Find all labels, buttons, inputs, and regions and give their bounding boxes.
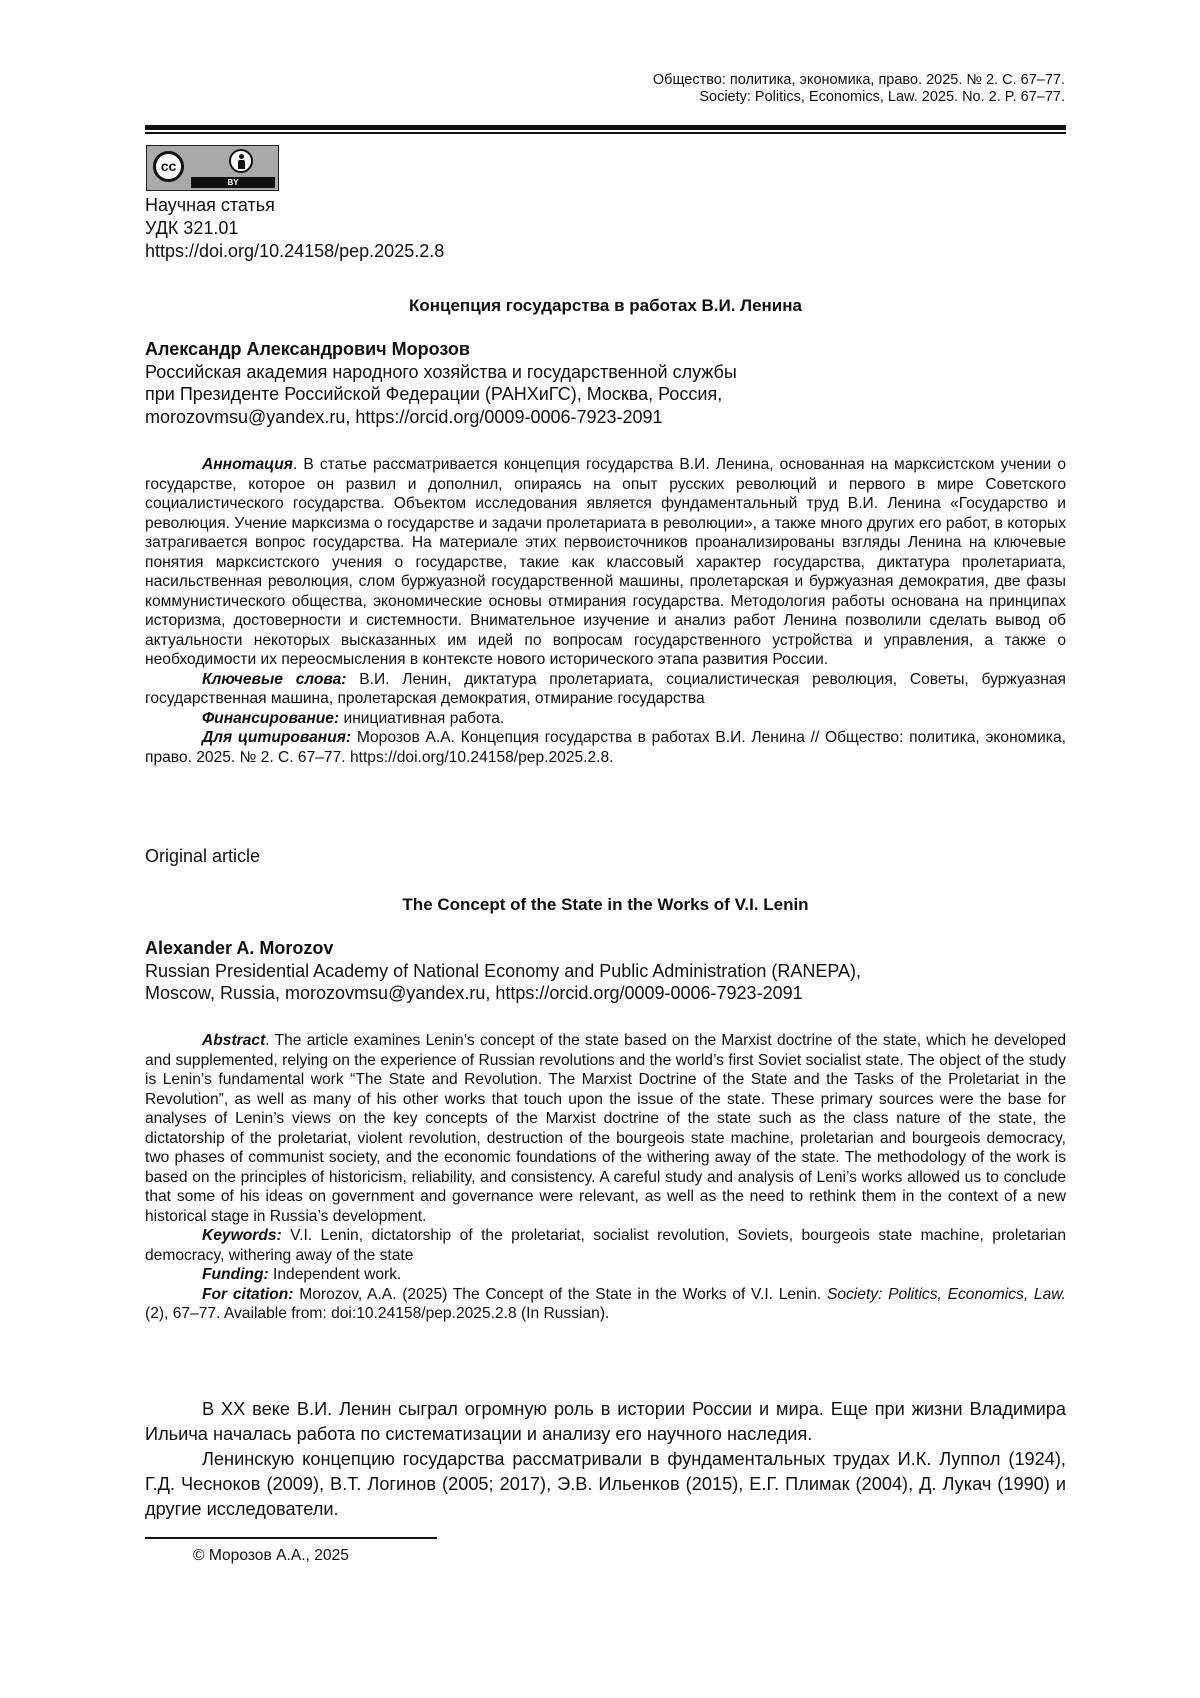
copyright-footnote: © Морозов А.А., 2025 [193,1547,349,1564]
author-name-ru: Александр Александрович Морозов [145,339,470,359]
abstract-paragraph-en [145,1031,1066,1226]
abstract-label-en: Abstract [202,1032,266,1049]
affiliation-en-line-2[interactable]: Moscow, Russia, morozovmsu@yandex.ru, https://orcid.org/0009-0006-7923-2091 [145,983,803,1003]
body-text [145,1397,1066,1522]
title-en: The Concept of the State in the Works of V.I. Lenin [402,895,809,914]
citation-label-en: For citation: [202,1285,294,1303]
keywords-label-ru: Ключевые слова: [202,670,347,688]
journal-citation-en: Society: Politics, Economics, Law. 2025. No. 2. P. 67–77. [699,89,1065,105]
journal-citation-ru: Общество: политика, экономика, право. 2025. № 2. С. 67–77. [652,72,1065,88]
citation-text-ru: Морозов А.А. Концепция государства в работах В.И. Ленина // Общество: политика, экономика, право. 2025. № 2. С. 67–77. https://doi.org/10.24158/pep.2025.2.8. [145,729,1066,766]
keywords-text-en: V.I. Lenin, dictatorship of the proletariat, socialist revolution, Soviets, bourgeois state machine, proletarian democracy, withering away of the state [145,1227,1066,1264]
citation-label-ru: Для цитирования: [202,729,352,746]
abstract-label-ru: Аннотация [202,456,293,473]
cc-icon: cc [153,151,184,182]
citation-ru [145,728,1066,767]
affiliation-ru-line-1: Российская академия народного хозяйства и государственной службы [145,361,737,382]
doi-link[interactable]: https://doi.org/10.24158/pep.2025.2.8 [145,241,445,261]
affiliation-en-line-1: Russian Presidential Academy of National Economy and Public Administration (RANEPA), [145,960,862,981]
keywords-ru [145,670,1066,709]
keywords-text-ru: В.И. Ленин, диктатура пролетариата, социалистическая революция, Советы, буржуазная государственная машина, пролетарская демократия, отмирание государства [145,670,1066,707]
citation-text-en-part-1: Morozov, A.A. (2025) The Concept of the State in the Works of V.I. Lenin. [293,1285,827,1303]
attribution-person-icon [229,149,253,173]
funding-ru [145,709,1066,729]
abstract-ru [145,455,1066,767]
title-ru: Концепция государства в работах В.И. Ленина [409,296,802,315]
author-block-en [145,937,1066,1005]
running-head [365,72,1065,106]
keywords-en [145,1226,1066,1265]
body-paragraph-2: Ленинскую концепцию государства рассматривали в фундаментальных трудах И.К. Луппол (1924), Г.Д. Чесноков (2009), В.Т. Логинов (2005; 2017), Э.В. Ильенков (2015), Е.Г. Плимак (2004), Д. Лукач (1990) и другие исследователи. [145,1449,1066,1519]
article-type-ru: Научная статья [145,195,275,215]
footnote-rule [145,1537,437,1539]
affiliation-ru-line-2: при Президенте Российской Федерации (РАНХиГС), Москва, Россия, [145,384,723,404]
abstract-text-en: . The article examines Lenin’s concept of the state based on the Marxist doctrine of the state, which he developed and supplemented, relying on the experience of Russian revolutions and the world’s first Soviet socialist state. The object of the study is Lenin’s fundamental work “The State and Revolution. The Marxist Doctrine of the State and the Tasks of the Proletariat in the Revolution”, as well as many of his other works that touch upon the issue of the state. These primary sources were the base for analyses of Lenin’s views on the key concepts of the Marxist doctrine of the state such as the class nature of the state, the dictatorship of the proletariat, violent revolution, destruction of the bourgeois state machine, proletarian and bourgeois democracy, two phases of communist society, and the economic foundations of the withering away of the state. The methodology of the work is based on the principles of historicism, reliability, and consistency. A careful study and analysis of Leni’s works allowed us to conclude that some of his ideas on government and governance were relevant, as well as the need to rethink them in the context of a new historical stage in Russia’s development. [145,1032,1066,1225]
funding-en [145,1265,1066,1285]
article-type-en: Original article [145,846,261,866]
cc-by-license-badge[interactable] [146,145,279,191]
article-meta [145,194,444,263]
funding-label-ru: Финансирование: [202,709,340,727]
abstract-text-ru: . В статье рассматривается концепция государства В.И. Ленина, основанная на марксистском учении о государстве, которое он развил и дополнил, опираясь на опыт русских революций и первого в мире Советского социалистического государства. Объектом исследования является фундаментальный труд В.И. Ленина «Государство и революция. Учение марксизма о государстве и задачи пролетариата в революции», а также много других его работ, в которых затрагивается вопрос государства. На материале этих первоисточников проанализированы взгляды Ленина на ключевые понятия марксистского учения о государстве, такие как классовый характер государства, диктатура пролетариата, насильственная революция, слом буржуазной государственной машины, пролетарская и буржуазная демократия, две фазы коммунистического общества, экономические основы отмирания государства. Методология работы основана на принципах историзма, достоверности и системности. Внимательное изучение и анализ работ Ленина позволили сделать вывод об актуальности некоторых высказанных им идей по вопросам государственного устройства и управления, а также о необходимости их переосмысления в контексте нового исторического этапа развития России. [145,456,1066,668]
funding-text-ru: инициативная работа. [339,709,505,727]
author-name-en: Alexander A. Morozov [145,938,334,958]
by-label: BY [191,177,275,188]
citation-journal-en: Society: Politics, Economics, Law. [826,1285,1066,1303]
abstract-en [145,1031,1066,1324]
contacts-ru[interactable]: morozovmsu@yandex.ru, https://orcid.org/0009-0006-7923-2091 [145,406,663,427]
abstract-paragraph-ru [145,455,1066,670]
citation-en [145,1285,1066,1324]
udc-code: УДК 321.01 [145,218,239,238]
keywords-label-en: Keywords: [202,1227,282,1244]
funding-text-en: Independent work. [268,1266,402,1283]
header-rule-thin [145,132,1066,134]
author-block-ru [145,338,1066,428]
body-paragraph-1: В XX веке В.И. Ленин сыграл огромную роль в истории России и мира. Еще при жизни Владимира Ильича началась работа по систематизации и анализу его научного наследия. [145,1399,1066,1444]
citation-text-en-part-2: (2), 67–77. Available from: doi:10.24158/pep.2025.2.8 (In Russian). [145,1305,610,1322]
funding-label-en: Funding: [202,1266,269,1283]
header-rule-thick [145,125,1066,130]
